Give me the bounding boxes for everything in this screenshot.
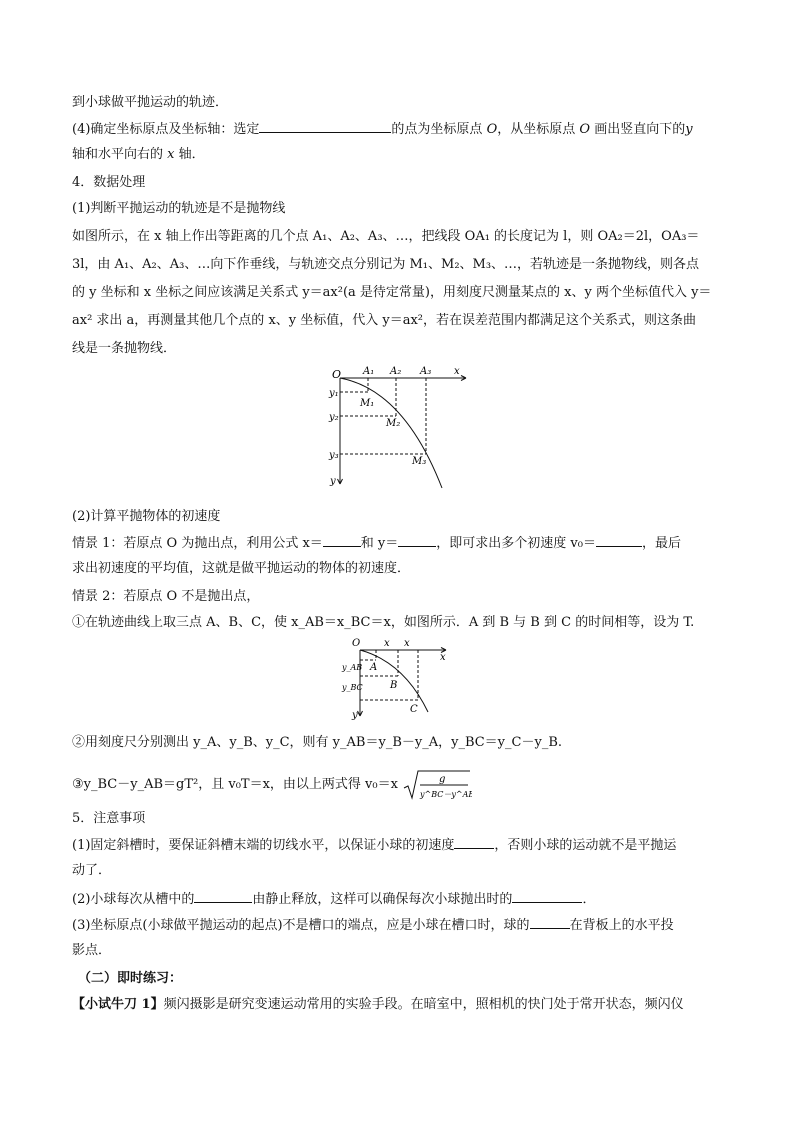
sqrt-denominator: y^BC－y^AB	[420, 790, 473, 799]
judge-l1: 如图所示，在 x 轴上作出等距离的几个点 A₁、A₂、A₃、…，把线段 OA₁ 的长度记为 l，则 OA₂＝2l，OA₃＝	[72, 229, 700, 244]
judge-l4: ax² 求出 a，再测量其他几个点的 x、y 坐标值，代入 y＝ax²，若在误差范围内都满足这个关系式，则这条曲	[72, 313, 697, 328]
blank-release-position[interactable]	[194, 890, 252, 903]
fig1-M3: M₃	[412, 456, 427, 467]
fig2-A: A	[370, 662, 378, 673]
fig1-A1: A₁	[363, 366, 375, 377]
case2-step1: ①在轨迹曲线上取三点 A、B、C，使 x_AB＝x_BC＝x，如图所示．A 到 B 与 B 到 C 的时间相等，设为 T.	[72, 615, 695, 630]
calc-step3: ③y_BC－y_AB＝gT²，且 v₀T＝x，由以上两式得 v₀＝x g y^BC－y^AB	[72, 768, 472, 802]
notes-heading: 5．注意事项	[72, 811, 146, 826]
judge-l3: 的 y 坐标和 x 坐标之间应该满足关系式 y＝ax²(a 是待定常量)，用刻度尺测量某点的 x、y 两个坐标值代入 y＝	[72, 285, 712, 300]
blank-origin-point[interactable]	[259, 120, 391, 133]
figure-three-points	[340, 636, 452, 722]
fig1-x: x	[454, 366, 460, 377]
fig1-A3: A₃	[420, 366, 432, 377]
note1-cont: 动了．	[72, 863, 112, 878]
step4-line: (4)确定坐标原点及坐标轴：选定 的点为坐标原点 O，从坐标原点 O 画出竖直向下的y	[72, 122, 693, 137]
blank-initial-velocity[interactable]	[454, 836, 494, 849]
case1-line: 情景 1：若原点 O 为抛出点，利用公式 x＝ 和 y＝ ，即可求出多个初速度 v₀＝ ，最后	[72, 536, 681, 551]
practice-tag: 【小试牛刀 1】	[72, 997, 164, 1012]
fig1-A2: A₂	[390, 366, 402, 377]
practice-heading: （二）即时练习：	[78, 971, 183, 986]
calc-step2: ②用刻度尺分别测出 y_A、y_B、y_C，则有 y_AB＝y_B－y_A，y_BC＝y_C－y_B.	[72, 735, 563, 750]
data-heading: 4．数据处理	[72, 175, 146, 190]
note3: (3)坐标原点(小球做平抛运动的起点)不是槽口的端点，应是小球在槽口时，球的 在背板上的水平投	[72, 918, 674, 933]
fig2-yBC: y_BC	[342, 683, 363, 692]
v0-title: (2)计算平抛物体的初速度	[72, 509, 221, 524]
fig1-y: y	[330, 476, 336, 487]
fig2-O: O	[352, 638, 361, 649]
blank-y-formula[interactable]	[398, 534, 436, 547]
judge-l2: 3l，由 A₁、A₂、A₃、…向下作垂线，与轨迹交点分别记为 M₁、M₂、M₃、…，若轨迹是一条抛物线，则各点	[72, 257, 700, 272]
fig1-y3: y₃	[329, 450, 339, 461]
fig2-B: B	[390, 680, 398, 691]
case1-line2: 求出初速度的平均值，这就是做平抛运动的物体的初速度．	[72, 561, 411, 576]
fig1-M1: M₁	[360, 398, 375, 409]
fig2-x1: x	[384, 638, 390, 649]
note3-cont: 影点．	[72, 943, 112, 958]
fig1-M2: M₂	[386, 418, 401, 429]
sqrt-formula	[402, 768, 472, 802]
note2: (2)小球每次从槽中的 由静止释放，这样可以确保每次小球抛出时的 ．	[72, 892, 596, 907]
fig2-xaxis: x	[440, 652, 446, 663]
judge-l5: 线是一条抛物线．	[72, 341, 177, 356]
figure-parabola-trajectory	[324, 362, 474, 490]
fig2-C: C	[410, 704, 418, 715]
case2-line: 情景 2：若原点 O 不是抛出点，	[72, 589, 260, 604]
note1: (1)固定斜槽时，要保证斜槽末端的切线水平，以保证小球的初速度 ，否则小球的运动就不是平抛运	[72, 838, 677, 853]
fig1-y2: y₂	[329, 412, 339, 423]
intro-line: 到小球做平抛运动的轨迹．	[72, 95, 229, 110]
fig1-y1: y₁	[329, 388, 339, 399]
blank-v0-formula[interactable]	[596, 534, 642, 547]
blank-launch-velocity[interactable]	[512, 890, 582, 903]
sqrt-numerator: g	[439, 774, 446, 785]
blank-ball-part[interactable]	[530, 916, 570, 929]
fig1-O: O	[332, 368, 342, 381]
blank-x-formula[interactable]	[323, 534, 361, 547]
judge-title: (1)判断平抛运动的轨迹是不是抛物线	[72, 201, 286, 216]
step4-line2: 轴和水平向右的 x 轴．	[72, 147, 205, 162]
fig2-x2: x	[404, 638, 410, 649]
practice-item: 【小试牛刀 1】频闪摄影是研究变速运动常用的实验手段。在暗室中，照相机的快门处于常开状态，频闪仪	[72, 997, 684, 1012]
fig2-y: y	[352, 710, 358, 721]
fig2-yAB: y_AB	[342, 663, 363, 672]
